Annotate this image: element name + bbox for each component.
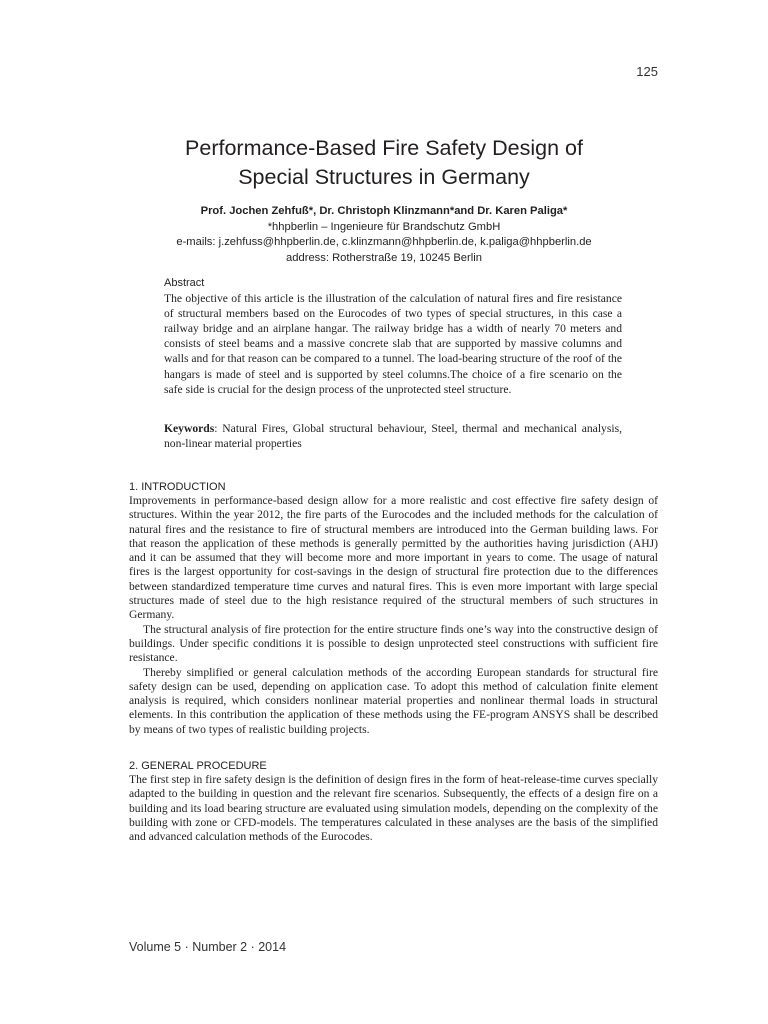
abstract-heading: Abstract xyxy=(164,277,205,289)
paragraph: Improvements in performance-based design allow for a more realistic and cost effective fire safety design of structures. Within the year 2012, the fire parts of the Eurocodes and the included methods for the calculation of natural fires and the resistance to fire of structural members are introduced into the German building laws. For that reason the application of these methods is generally permitted by the authorities having jurisdiction (AHJ) and it can be assumed that they will become more and more important in years to come. The usage of natural fires is the largest opportunity for cost-savings in the design of structural fire protection due to the differences between standardized temperature time curves and natural fires. This is even more important with large special structures made of steel due to the high resistance required of the structural members of such structures in Germany. xyxy=(129,494,658,622)
paragraph: The structural analysis of fire protection for the entire structure finds one’s way into the constructive design of buildings. Under specific conditions it is possible to design unprotected steel constructions with sufficient fire resistance. xyxy=(129,622,658,665)
affiliation: *hhpberlin – Ingenieure für Brandschutz GmbH xyxy=(267,220,501,233)
keywords-label: Keywords xyxy=(164,422,215,435)
title-line: Performance-Based Fire Safety Design of xyxy=(185,136,583,160)
section-body-general-procedure xyxy=(129,773,658,844)
author-address: address: Rotherstraße 19, 10245 Berlin xyxy=(286,251,482,264)
abstract-block xyxy=(164,276,622,397)
author-names: Prof. Jochen Zehfuß*, Dr. Christoph Klinzmann*and Dr. Karen Paliga* xyxy=(200,205,568,217)
section-body-introduction xyxy=(129,494,658,737)
page-number: 125 xyxy=(636,64,658,79)
keywords-block xyxy=(164,421,622,451)
keywords-text: : Natural Fires, Global structural behaviour, Steel, thermal and mechanical analysis, non-linear material properties xyxy=(164,422,622,451)
section-heading-introduction: 1. INTRODUCTION xyxy=(129,481,226,493)
author-block xyxy=(100,204,668,266)
title-line: Special Structures in Germany xyxy=(238,165,530,189)
journal-footer: Volume 5 · Number 2 · 2014 xyxy=(129,940,287,954)
author-emails: e-mails: j.zehfuss@hhpberlin.de, c.klinzmann@hhpberlin.de, k.paliga@hhpberlin.de xyxy=(176,236,592,248)
paragraph: Thereby simplified or general calculation methods of the according European standards for structural fire safety design can be used, depending on application case. To adopt this method of calculation finite element analysis is required, which considers nonlinear material properties and nonlinear thermal loads in structural elements. In this contribution the application of these methods using the FE-program ANSYS shall be described by means of two types of realistic building projects. xyxy=(129,665,658,736)
paper-title xyxy=(100,134,668,192)
paragraph: The first step in fire safety design is the definition of design fires in the form of heat-release-time curves specially adapted to the building in question and the relevant fire scenarios. Subsequently, the effects of a design fire on a building and its load bearing structure are evaluated using simulation models, depending on the complexity of the building with zone or CFD-models. The temperatures calculated in these analyses are the basis of the simplified and advanced calculation methods of the Eurocodes. xyxy=(129,773,658,844)
section-heading-general-procedure: 2. GENERAL PROCEDURE xyxy=(129,760,267,772)
abstract-text: The objective of this article is the illustration of the calculation of natural fires and fire resistance of structural members based on the Eurocodes of two types of special structures, in this case a railway bridge and an airplane hangar. The railway bridge has a width of nearly 70 meters and consists of steel beams and a massive concrete slab that are supported by massive columns and walls and for that reason can be compared to a tunnel. The load-bearing structure of the roof of the hangars is made of steel and is supported by steel columns.The choice of a fire scenario on the safe side is crucial for the design process of the unprotected steel structure. xyxy=(164,292,622,396)
